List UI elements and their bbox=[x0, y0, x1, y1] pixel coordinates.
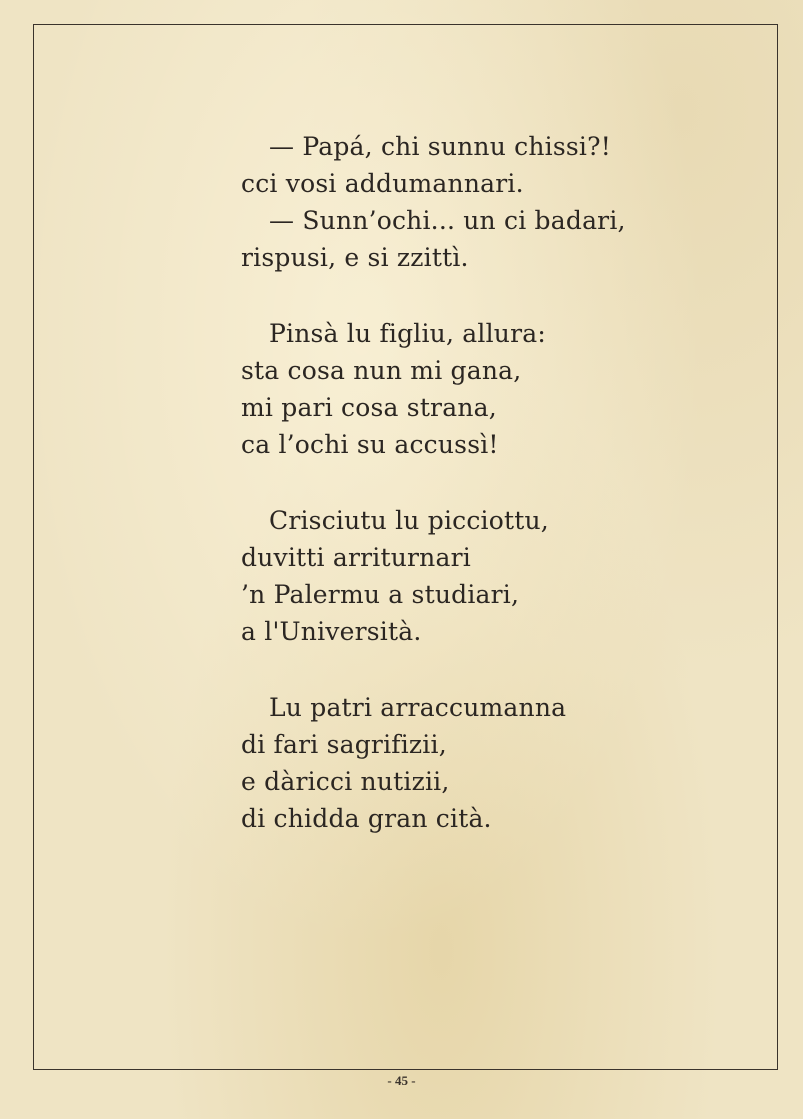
poem-line: Crisciutu lu picciottu, bbox=[269, 506, 549, 535]
poem-body bbox=[241, 128, 681, 876]
poem-line: sta cosa nun mi gana, bbox=[241, 356, 522, 385]
page-number: - 45 - bbox=[387, 1073, 416, 1088]
poem-line: — Sunn’ochi... un ci badari, bbox=[269, 206, 626, 235]
stanza-3 bbox=[241, 502, 681, 650]
poem-line: rispusi, e si zzittì. bbox=[241, 243, 469, 272]
poem-line: ’n Palermu a studiari, bbox=[241, 580, 520, 609]
stanza-2 bbox=[241, 315, 681, 463]
poem-line: di chidda gran cità. bbox=[241, 804, 492, 833]
poem-line: e dàricci nutizii, bbox=[241, 767, 450, 796]
poem-line: ca l’ochi su accussì! bbox=[241, 430, 499, 459]
stanza-4 bbox=[241, 689, 681, 837]
poem-line: cci vosi addumannari. bbox=[241, 169, 524, 198]
stanza-1 bbox=[241, 128, 681, 276]
poem-line: Lu patri arraccumanna bbox=[269, 693, 567, 722]
poem-line: di fari sagrifizii, bbox=[241, 730, 447, 759]
poem-line: — Papá, chi sunnu chissi?! bbox=[269, 132, 611, 161]
poem-line: a l'Università. bbox=[241, 617, 422, 646]
poem-line: duvitti arriturnari bbox=[241, 543, 471, 572]
poem-line: Pinsà lu figliu, allura: bbox=[269, 319, 546, 348]
poem-line: mi pari cosa strana, bbox=[241, 393, 497, 422]
